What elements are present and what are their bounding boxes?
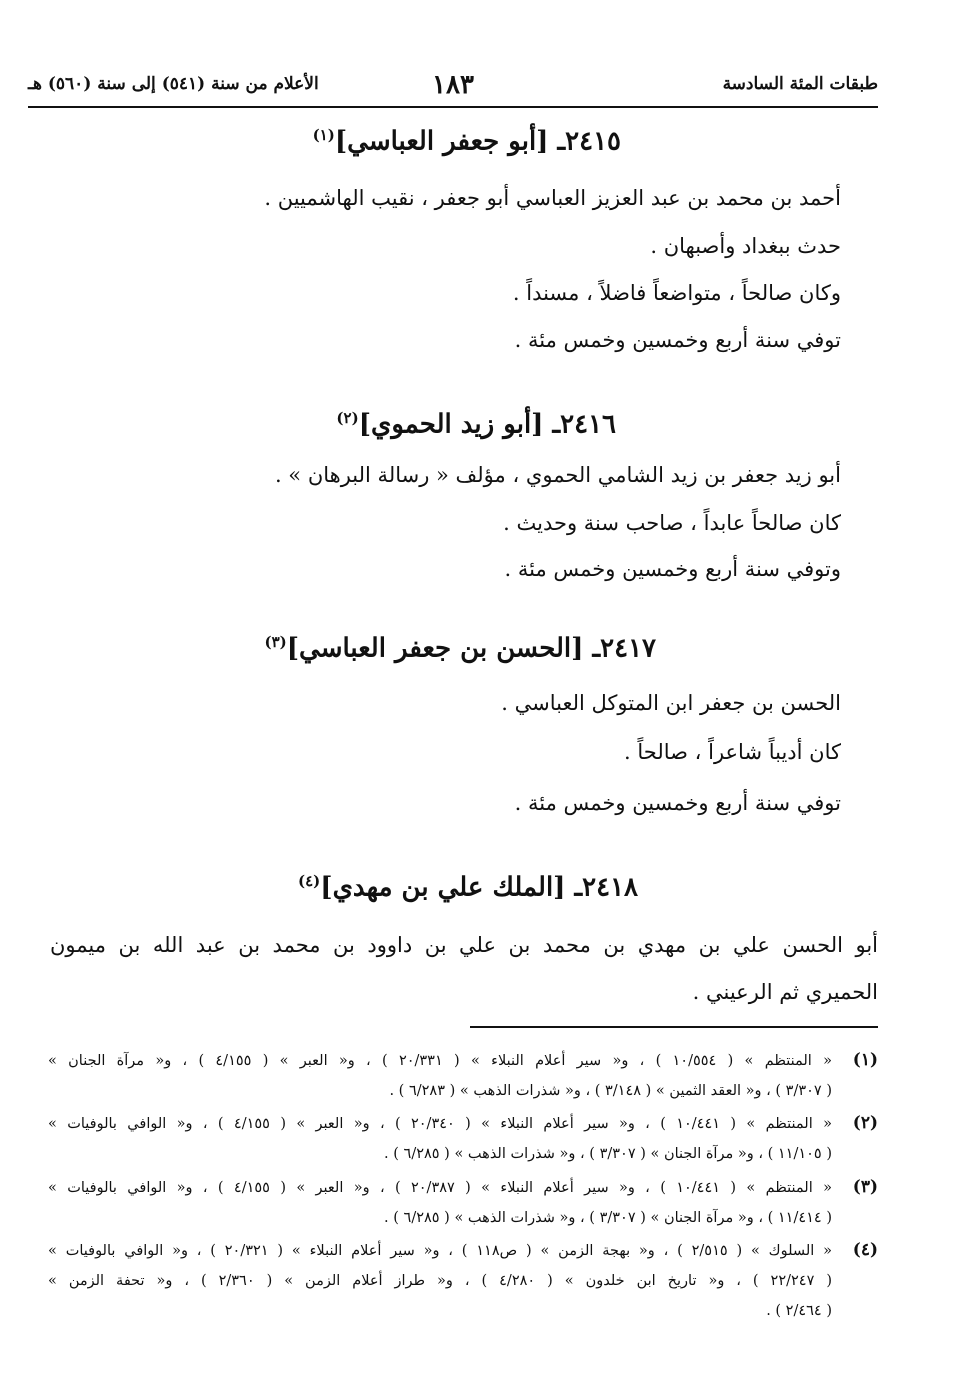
footnote-line: ( ٢/٤٦٤ ) . [766, 1303, 832, 1319]
entry-title-text: ٢٤١٧ـ [الحسن بن جعفر العباسي] [286, 633, 656, 664]
footnote-marker: (٣) [264, 633, 287, 651]
footnote-line: ( ٣/٣٠٧ ) ، و« العقد الثمين » ( ٣/١٤٨ ) ، و« شذرات الذهب » ( ٦/٢٨٣ ) . [389, 1083, 832, 1099]
entry-title-text: ٢٤١٥ـ [أبو جعفر العباسي] [334, 126, 621, 157]
footnote-marker: (١) [312, 126, 335, 144]
footnote-marker: (٢) [336, 409, 359, 427]
entry-title [298, 872, 638, 903]
footnote-line: « المنتظم » ( ١٠/٤٤١ ) ، و« سير أعلام النبلاء » ( ٢٠/٣٨٧ ) ، و« العبر » ( ٤/١٥٥ ) ، و« الوافي بالوفيات » [48, 1180, 832, 1196]
footnote-line: « المنتظم » ( ١٠/٤٤١ ) ، و« سير أعلام النبلاء » ( ٢٠/٣٤٠ ) ، و« العبر » ( ٤/١٥٥ ) ، و« الوافي بالوفيات » [48, 1116, 832, 1132]
entry-line: كان أديباً شاعراً ، صالحاً . [624, 740, 841, 764]
footnote-marker: (٤) [298, 872, 321, 890]
entry-line: وكان صالحاً ، متواضعاً فاضلاً ، مسنداً . [512, 281, 841, 305]
header-year-range: الأعلام من سنة (٥٤١) إلى سنة (٥٦٠) هـ [28, 74, 319, 94]
header-book-section: طبقات المئة السادسة [722, 74, 878, 94]
entry-title [313, 126, 621, 157]
entry-line: توفي سنة أربع وخمسين وخمس مئة . [514, 791, 841, 815]
footnote-line: « السلوك » ( ٢/٥١٥ ) ، و« بهجة الزمن » ( ص١١٨ ) ، و« سير أعلام النبلاء » ( ٢٠/٣٢١ ) ، و« الوافي بالوفيات » [48, 1243, 832, 1259]
entry-title [264, 633, 656, 664]
footnote-line: ( ٢٢/٢٤٧ ) ، و« تاريخ ابن خلدون » ( ٤/٢٨٠ ) ، و« طراز أعلام الزمن » ( ٢/٣٦٠ ) ، و« تحفة الزمن » [48, 1273, 832, 1289]
entry-line: أبو زيد جعفر بن زيد الشامي الحموي ، مؤلف « رسالة البرهان » . [274, 463, 841, 487]
footnote-line: « المنتظم » ( ١٠/٥٥٤ ) ، و« سير أعلام النبلاء » ( ٢٠/٣٣١ ) ، و« العبر » ( ٤/١٥٥ ) ، و« مرآة الجنان » [48, 1053, 832, 1069]
footnote-line: ( ١١/١٠٥ ) ، و« مرآة الجنان » ( ٣/٣٠٧ ) ، و« شذرات الذهب » ( ٦/٢٨٥ ) . [384, 1146, 832, 1162]
running-header [28, 70, 878, 108]
footnote-line: ( ١١/٤١٤ ) ، و« مرآة الجنان » ( ٣/٣٠٧ ) ، و« شذرات الذهب » ( ٦/٢٨٥ ) . [384, 1210, 832, 1226]
entry-line: أبو الحسن علي بن مهدي بن محمد بن علي بن داوود بن محمد بن عبد الله بن ميمون [50, 933, 878, 957]
entry-title-text: ٢٤١٦ـ [أبو زيد الحموي] [358, 409, 616, 440]
entry-line: الحميري ثم الرعيني . [692, 980, 878, 1004]
entry-line: وتوفي سنة أربع وخمسين وخمس مئة . [504, 557, 841, 581]
entry-line: توفي سنة أربع وخمسين وخمس مئة . [514, 328, 841, 352]
entry-title [336, 409, 616, 440]
page-number: ١٨٣ [432, 70, 474, 100]
footnote-number: (٢) [852, 1113, 878, 1133]
footnote-separator [470, 1026, 878, 1028]
entry-line: الحسن بن جعفر ابن المتوكل العباسي . [501, 691, 841, 715]
footnote-number: (٣) [852, 1177, 878, 1197]
entry-line: حدث ببغداد وأصبهان . [650, 234, 841, 258]
entry-line: أحمد بن محمد بن عبد العزيز العباسي أبو جعفر ، نقيب الهاشميين . [264, 186, 841, 210]
footnote-number: (٤) [852, 1240, 878, 1260]
entry-line: كان صالحاً عابداً ، صاحب سنة وحديث . [503, 511, 841, 535]
footnote-number: (١) [852, 1050, 878, 1070]
entry-title-text: ٢٤١٨ـ [الملك علي بن مهدي] [320, 872, 638, 903]
